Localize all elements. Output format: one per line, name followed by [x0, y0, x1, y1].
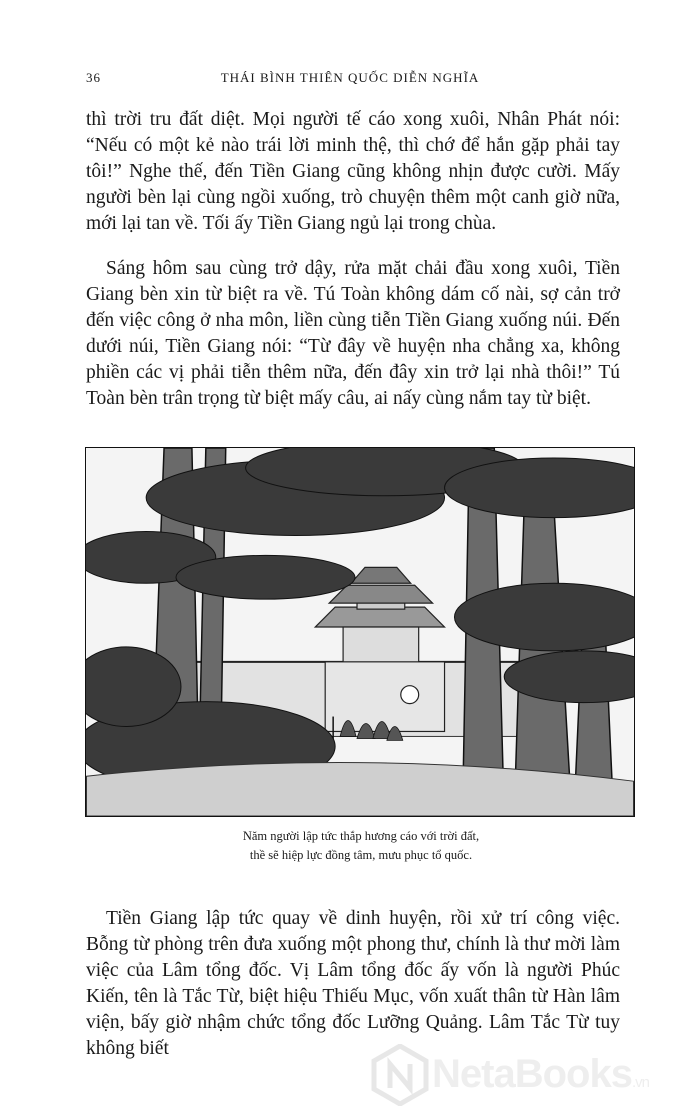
netabooks-watermark — [370, 1040, 700, 1110]
paragraph-3: Tiền Giang lập tức quay về dinh huyện, rồi xử trí công việc. Bỗng từ phòng trên đưa xuống một phong thư, chính là thư mời làm việc của Lâm tổng đốc. Vị Lâm tổng đốc ấy vốn là người Phúc Kiến, tên là Tắc Từ, biệt hiệu Thiếu Mục, vốn xuất thân từ Hàn lâm viện, bấy giờ nhậm chức tổng đốc Lưỡng Quảng. Lâm Tắc Từ tuy không biết — [86, 908, 620, 1059]
watermark-suffix: .vn — [631, 1074, 649, 1091]
caption-line-1: Năm người lập tức thắp hương cáo với trời đất, — [242, 829, 480, 843]
watermark-text — [432, 1052, 649, 1097]
running-head — [86, 70, 614, 90]
figure-caption — [86, 827, 636, 865]
netabooks-logo-icon — [370, 1044, 430, 1106]
watermark-brand: NetaBooks — [432, 1052, 632, 1096]
page-number: 36 — [86, 70, 101, 85]
paragraph-1: thì trời tru đất diệt. Mọi người tế cáo xong xuôi, Nhân Phát nói: “Nếu có một kẻ nào trái lời minh thệ, thì chớ để hắn gặp phải tay tôi!” Nghe thế, đến Tiền Giang cũng không nhịn được cười. Mấy người bèn lại cùng ngồi xuống, trò chuyện thêm một canh giờ nữa, mới lại tan về. Tối ấy Tiền Giang ngủ lại trong chùa. — [86, 109, 620, 234]
book-title: THÁI BÌNH THIÊN QUỐC DIỄN NGHĨA — [220, 70, 480, 85]
caption-line-2: thề sẽ hiệp lực đồng tâm, mưu phục tổ quốc. — [249, 848, 473, 862]
illustration — [85, 447, 635, 817]
ink-illustration-pine-temple — [86, 448, 634, 816]
paragraph-2: Sáng hôm sau cùng trở dậy, rửa mặt chải đầu xong xuôi, Tiền Giang bèn xin từ biệt ra về. Tú Toàn không dám cố nài, sợ cản trở đến việc công ở nha môn, liền cùng tiễn Tiền Giang xuống núi. Đến dưới núi, Tiền Giang nói: “Từ đây về huyện nha chẳng xa, không phiền các vị phải tiễn thêm nữa, đến đây xin trở lại nhà thôi!” Tú Toàn bèn trân trọng từ biệt mấy câu, ai nấy cùng nắm tay từ biệt. — [86, 258, 620, 409]
